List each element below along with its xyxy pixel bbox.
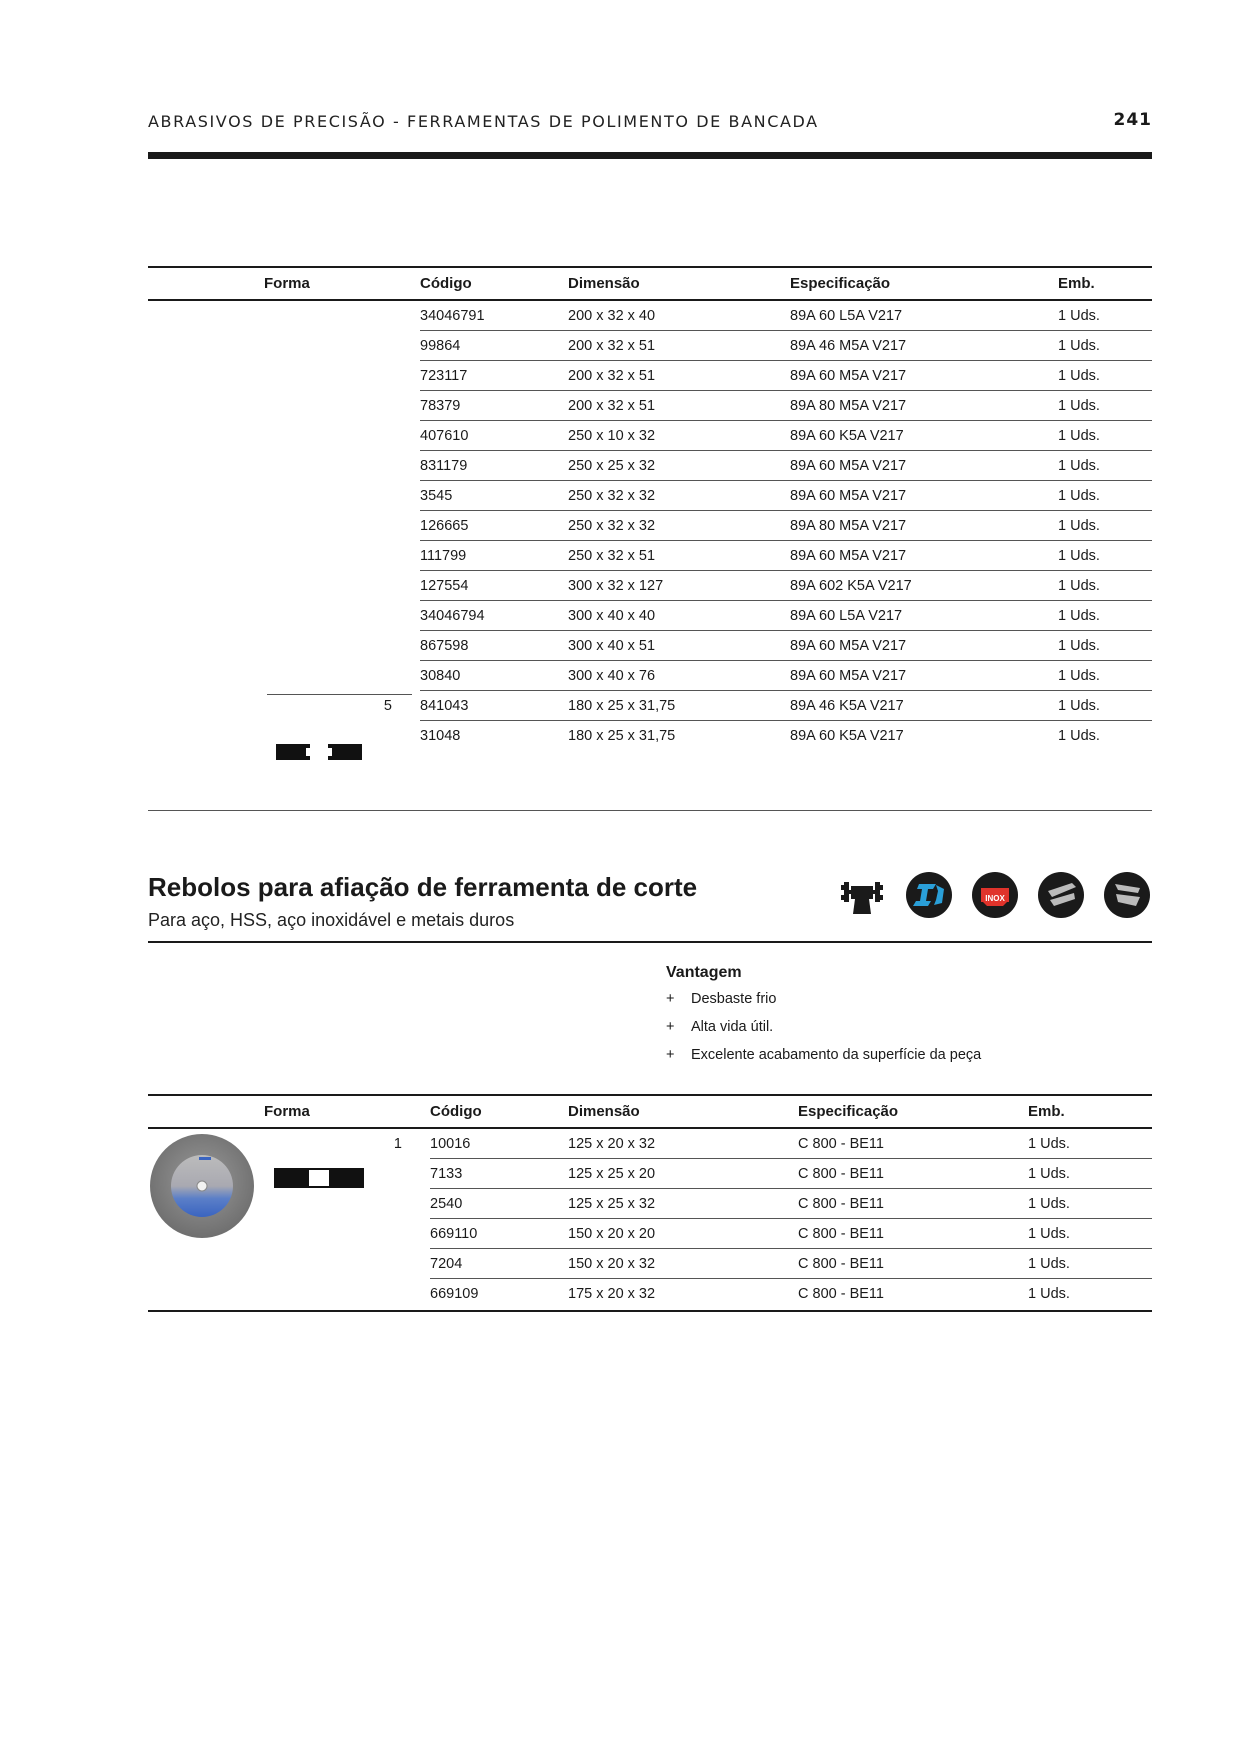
row-spacer-cell — [148, 300, 264, 331]
row-spacer-cell — [148, 391, 264, 421]
row-spacer-cell — [148, 601, 264, 631]
row-spacer-cell — [148, 421, 264, 451]
table-header-row — [148, 1095, 1152, 1128]
row-spacer-cell — [148, 661, 264, 691]
shape-number-cell — [264, 451, 420, 481]
shape-number-cell — [264, 631, 420, 661]
table-row — [148, 601, 1152, 631]
code-cell: 78379 — [420, 391, 568, 421]
section-rule — [148, 941, 1152, 943]
product-table-1 — [148, 266, 1152, 750]
shape-number-cell — [264, 571, 420, 601]
pack-cell: 1 Uds. — [1058, 601, 1152, 631]
shape-group-divider — [267, 694, 412, 695]
spec-cell: 89A 602 K5A V217 — [790, 571, 1058, 601]
spec-cell: 89A 60 M5A V217 — [790, 451, 1058, 481]
spec-cell: C 800 - BE11 — [798, 1249, 1028, 1279]
shape-number-cell — [264, 1279, 430, 1309]
code-cell: 10016 — [430, 1128, 568, 1159]
header-dimensao: Dimensão — [568, 1095, 798, 1128]
code-cell: 99864 — [420, 331, 568, 361]
table-row — [148, 1249, 1152, 1279]
table-row — [148, 331, 1152, 361]
dimension-cell: 150 x 20 x 20 — [568, 1219, 798, 1249]
header-especificacao: Especificação — [798, 1095, 1028, 1128]
dimension-cell: 200 x 32 x 51 — [568, 361, 790, 391]
table-row — [148, 1219, 1152, 1249]
hss-icon — [1038, 872, 1084, 918]
spec-cell: 89A 80 M5A V217 — [790, 391, 1058, 421]
dimension-cell: 300 x 40 x 51 — [568, 631, 790, 661]
dimension-cell: 300 x 40 x 40 — [568, 601, 790, 631]
pack-cell: 1 Uds. — [1028, 1285, 1070, 1302]
spec-cell: C 800 - BE11 — [798, 1219, 1028, 1249]
page-header — [148, 108, 1152, 159]
header-forma: Forma — [264, 267, 420, 300]
header-dimensao: Dimensão — [568, 267, 790, 300]
code-cell: 7133 — [430, 1159, 568, 1189]
table-row — [148, 481, 1152, 511]
row-spacer-cell — [148, 631, 264, 661]
header-especificacao: Especificação — [790, 267, 1058, 300]
advantages-list — [666, 989, 1152, 1073]
dimension-cell: 250 x 25 x 32 — [568, 451, 790, 481]
shape-number-cell — [264, 1189, 430, 1219]
shape-number-cell — [264, 421, 420, 451]
dimension-cell: 175 x 20 x 32 — [568, 1285, 656, 1302]
dimension-cell: 300 x 40 x 76 — [568, 661, 790, 691]
code-cell: 831179 — [420, 451, 568, 481]
dimension-cell: 300 x 32 x 127 — [568, 571, 790, 601]
table-row — [148, 1189, 1152, 1219]
advantages-block — [666, 964, 1152, 1073]
row-spacer-cell — [148, 331, 264, 361]
bench-grinder-icon — [840, 876, 884, 916]
advantages-title: Vantagem — [666, 964, 742, 981]
spec-cell: C 800 - BE11 — [798, 1159, 1028, 1189]
header-codigo: Código — [420, 267, 568, 300]
pack-cell: 1 Uds. — [1028, 1189, 1152, 1219]
code-cell: 127554 — [420, 571, 568, 601]
table-row — [148, 571, 1152, 601]
spec-cell: 89A 60 K5A V217 — [790, 727, 904, 744]
header-emb: Emb. — [1058, 267, 1152, 300]
dimension-cell: 200 x 32 x 51 — [568, 331, 790, 361]
shape-number-cell — [264, 1219, 430, 1249]
code-cell: 407610 — [420, 421, 568, 451]
pack-cell: 1 Uds. — [1058, 300, 1152, 331]
pack-cell: 1 Uds. — [1058, 511, 1152, 541]
plus-icon: + — [666, 991, 675, 1007]
shape-5-profile-icon — [276, 744, 362, 760]
table-header-row — [148, 267, 1152, 300]
dimension-cell: 250 x 32 x 51 — [568, 541, 790, 571]
row-spacer-cell — [148, 1279, 264, 1309]
spec-cell: C 800 - BE11 — [798, 1189, 1028, 1219]
section-title: Rebolos para afiação de ferramenta de corte — [148, 872, 698, 902]
shape-number-cell — [264, 331, 420, 361]
shape-number-cell — [264, 361, 420, 391]
pack-cell: 1 Uds. — [1058, 631, 1152, 661]
dimension-cell: 200 x 32 x 40 — [568, 300, 790, 331]
table-row — [148, 691, 1152, 721]
spec-cell: 89A 60 M5A V217 — [790, 631, 1058, 661]
pack-cell: 1 Uds. — [1058, 727, 1100, 744]
shape-number-cell — [264, 391, 420, 421]
row-spacer-cell — [148, 511, 264, 541]
table-row — [148, 661, 1152, 691]
header-forma: Forma — [264, 1095, 430, 1128]
table-row — [148, 541, 1152, 571]
carbide-icon — [1104, 872, 1150, 918]
code-cell: 867598 — [420, 631, 568, 661]
table-row — [148, 631, 1152, 661]
spec-cell: 89A 60 K5A V217 — [790, 421, 1058, 451]
code-cell: 723117 — [420, 361, 568, 391]
table-row — [148, 451, 1152, 481]
section-subtitle: Para aço, HSS, aço inoxidável e metais duros — [148, 910, 515, 930]
pack-cell: 1 Uds. — [1058, 391, 1152, 421]
shape-1-profile-icon — [274, 1168, 364, 1188]
pack-cell: 1 Uds. — [1058, 571, 1152, 601]
shape-number-cell — [264, 300, 420, 331]
pack-cell: 1 Uds. — [1028, 1249, 1152, 1279]
pack-cell: 1 Uds. — [1058, 661, 1152, 691]
pack-cell: 1 Uds. — [1028, 1128, 1152, 1159]
dimension-cell: 180 x 25 x 31,75 — [568, 727, 676, 744]
dimension-cell: 180 x 25 x 31,75 — [568, 691, 790, 721]
code-cell: 31048 — [420, 727, 461, 744]
row-spacer-cell — [148, 1249, 264, 1279]
product-table-2 — [148, 1094, 1152, 1308]
header-codigo: Código — [430, 1095, 568, 1128]
table-row — [148, 391, 1152, 421]
code-cell: 111799 — [420, 541, 568, 571]
row-spacer-cell — [148, 571, 264, 601]
pack-cell: 1 Uds. — [1058, 691, 1152, 721]
plus-icon: + — [666, 1047, 675, 1063]
row-spacer-cell — [148, 451, 264, 481]
code-cell: 2540 — [430, 1189, 568, 1219]
section-divider — [148, 810, 1152, 811]
dimension-cell: 250 x 10 x 32 — [568, 421, 790, 451]
code-cell: 34046791 — [420, 300, 568, 331]
shape-number-cell: 5 — [383, 697, 392, 714]
inox-icon — [972, 872, 1018, 918]
row-spacer-cell — [148, 541, 264, 571]
steel-icon — [906, 872, 952, 918]
table-row — [148, 300, 1152, 331]
table-row — [148, 511, 1152, 541]
shape-number-cell: 1 — [393, 1135, 402, 1152]
header-title: ABRASIVOS DE PRECISÃO - FERRAMENTAS DE POLIMENTO DE BANCADA — [148, 112, 819, 131]
spec-cell: 89A 60 M5A V217 — [790, 481, 1058, 511]
pack-cell: 1 Uds. — [1058, 451, 1152, 481]
plus-icon: + — [666, 1019, 675, 1035]
header-empty — [148, 267, 264, 300]
table-bottom-rule — [148, 1310, 1152, 1312]
spec-cell: 89A 60 M5A V217 — [790, 541, 1058, 571]
row-spacer-cell — [148, 721, 264, 751]
spec-cell: 89A 60 M5A V217 — [790, 661, 1058, 691]
spec-cell: 89A 46 K5A V217 — [790, 691, 1058, 721]
inox-label: INOX — [985, 894, 1005, 903]
row-spacer-cell — [148, 481, 264, 511]
code-cell: 126665 — [420, 511, 568, 541]
table-row — [148, 361, 1152, 391]
list-item: + Desbaste frio — [666, 991, 777, 1007]
code-cell: 30840 — [420, 661, 568, 691]
pack-cell: 1 Uds. — [1028, 1219, 1152, 1249]
pack-cell: 1 Uds. — [1058, 481, 1152, 511]
table-row — [148, 1279, 1152, 1309]
table-row — [148, 421, 1152, 451]
page-number: 241 — [1113, 110, 1152, 130]
spec-cell: 89A 46 M5A V217 — [790, 331, 1058, 361]
list-item: + Excelente acabamento da superfície da peça — [666, 1047, 982, 1063]
shape-number-cell — [264, 481, 420, 511]
spec-cell: 89A 60 L5A V217 — [790, 601, 1058, 631]
code-cell: 3545 — [420, 481, 568, 511]
shape-number-cell — [264, 541, 420, 571]
shape-number-cell — [264, 1249, 430, 1279]
dimension-cell: 150 x 20 x 32 — [568, 1249, 798, 1279]
code-cell: 34046794 — [420, 601, 568, 631]
dimension-cell: 250 x 32 x 32 — [568, 481, 790, 511]
shape-number-cell — [264, 601, 420, 631]
spec-cell: 89A 60 M5A V217 — [790, 361, 1058, 391]
pack-cell: 1 Uds. — [1028, 1159, 1152, 1189]
spec-cell: C 800 - BE11 — [798, 1128, 1028, 1159]
spec-cell: C 800 - BE11 — [798, 1285, 884, 1302]
spec-cell: 89A 80 M5A V217 — [790, 511, 1058, 541]
dimension-cell: 125 x 25 x 20 — [568, 1159, 798, 1189]
pack-cell: 1 Uds. — [1058, 361, 1152, 391]
row-spacer-cell — [148, 361, 264, 391]
code-cell: 841043 — [420, 691, 568, 721]
shape-number-cell — [264, 511, 420, 541]
dimension-cell: 125 x 20 x 32 — [568, 1128, 798, 1159]
header-emb: Emb. — [1028, 1095, 1152, 1128]
pack-cell: 1 Uds. — [1058, 421, 1152, 451]
code-cell: 669109 — [430, 1285, 479, 1302]
code-cell: 669110 — [430, 1219, 568, 1249]
shape-number-cell — [264, 661, 420, 691]
spec-cell: 89A 60 L5A V217 — [790, 300, 1058, 331]
list-item: + Alta vida útil. — [666, 1019, 774, 1035]
dimension-cell: 250 x 32 x 32 — [568, 511, 790, 541]
grinding-wheel-image — [149, 1133, 255, 1239]
table-row — [148, 1128, 1152, 1159]
pack-cell: 1 Uds. — [1058, 331, 1152, 361]
dimension-cell: 200 x 32 x 51 — [568, 391, 790, 421]
dimension-cell: 125 x 25 x 32 — [568, 1189, 798, 1219]
pack-cell: 1 Uds. — [1058, 541, 1152, 571]
code-cell: 7204 — [430, 1249, 568, 1279]
row-spacer-cell — [148, 691, 264, 721]
header-empty — [148, 1095, 264, 1128]
